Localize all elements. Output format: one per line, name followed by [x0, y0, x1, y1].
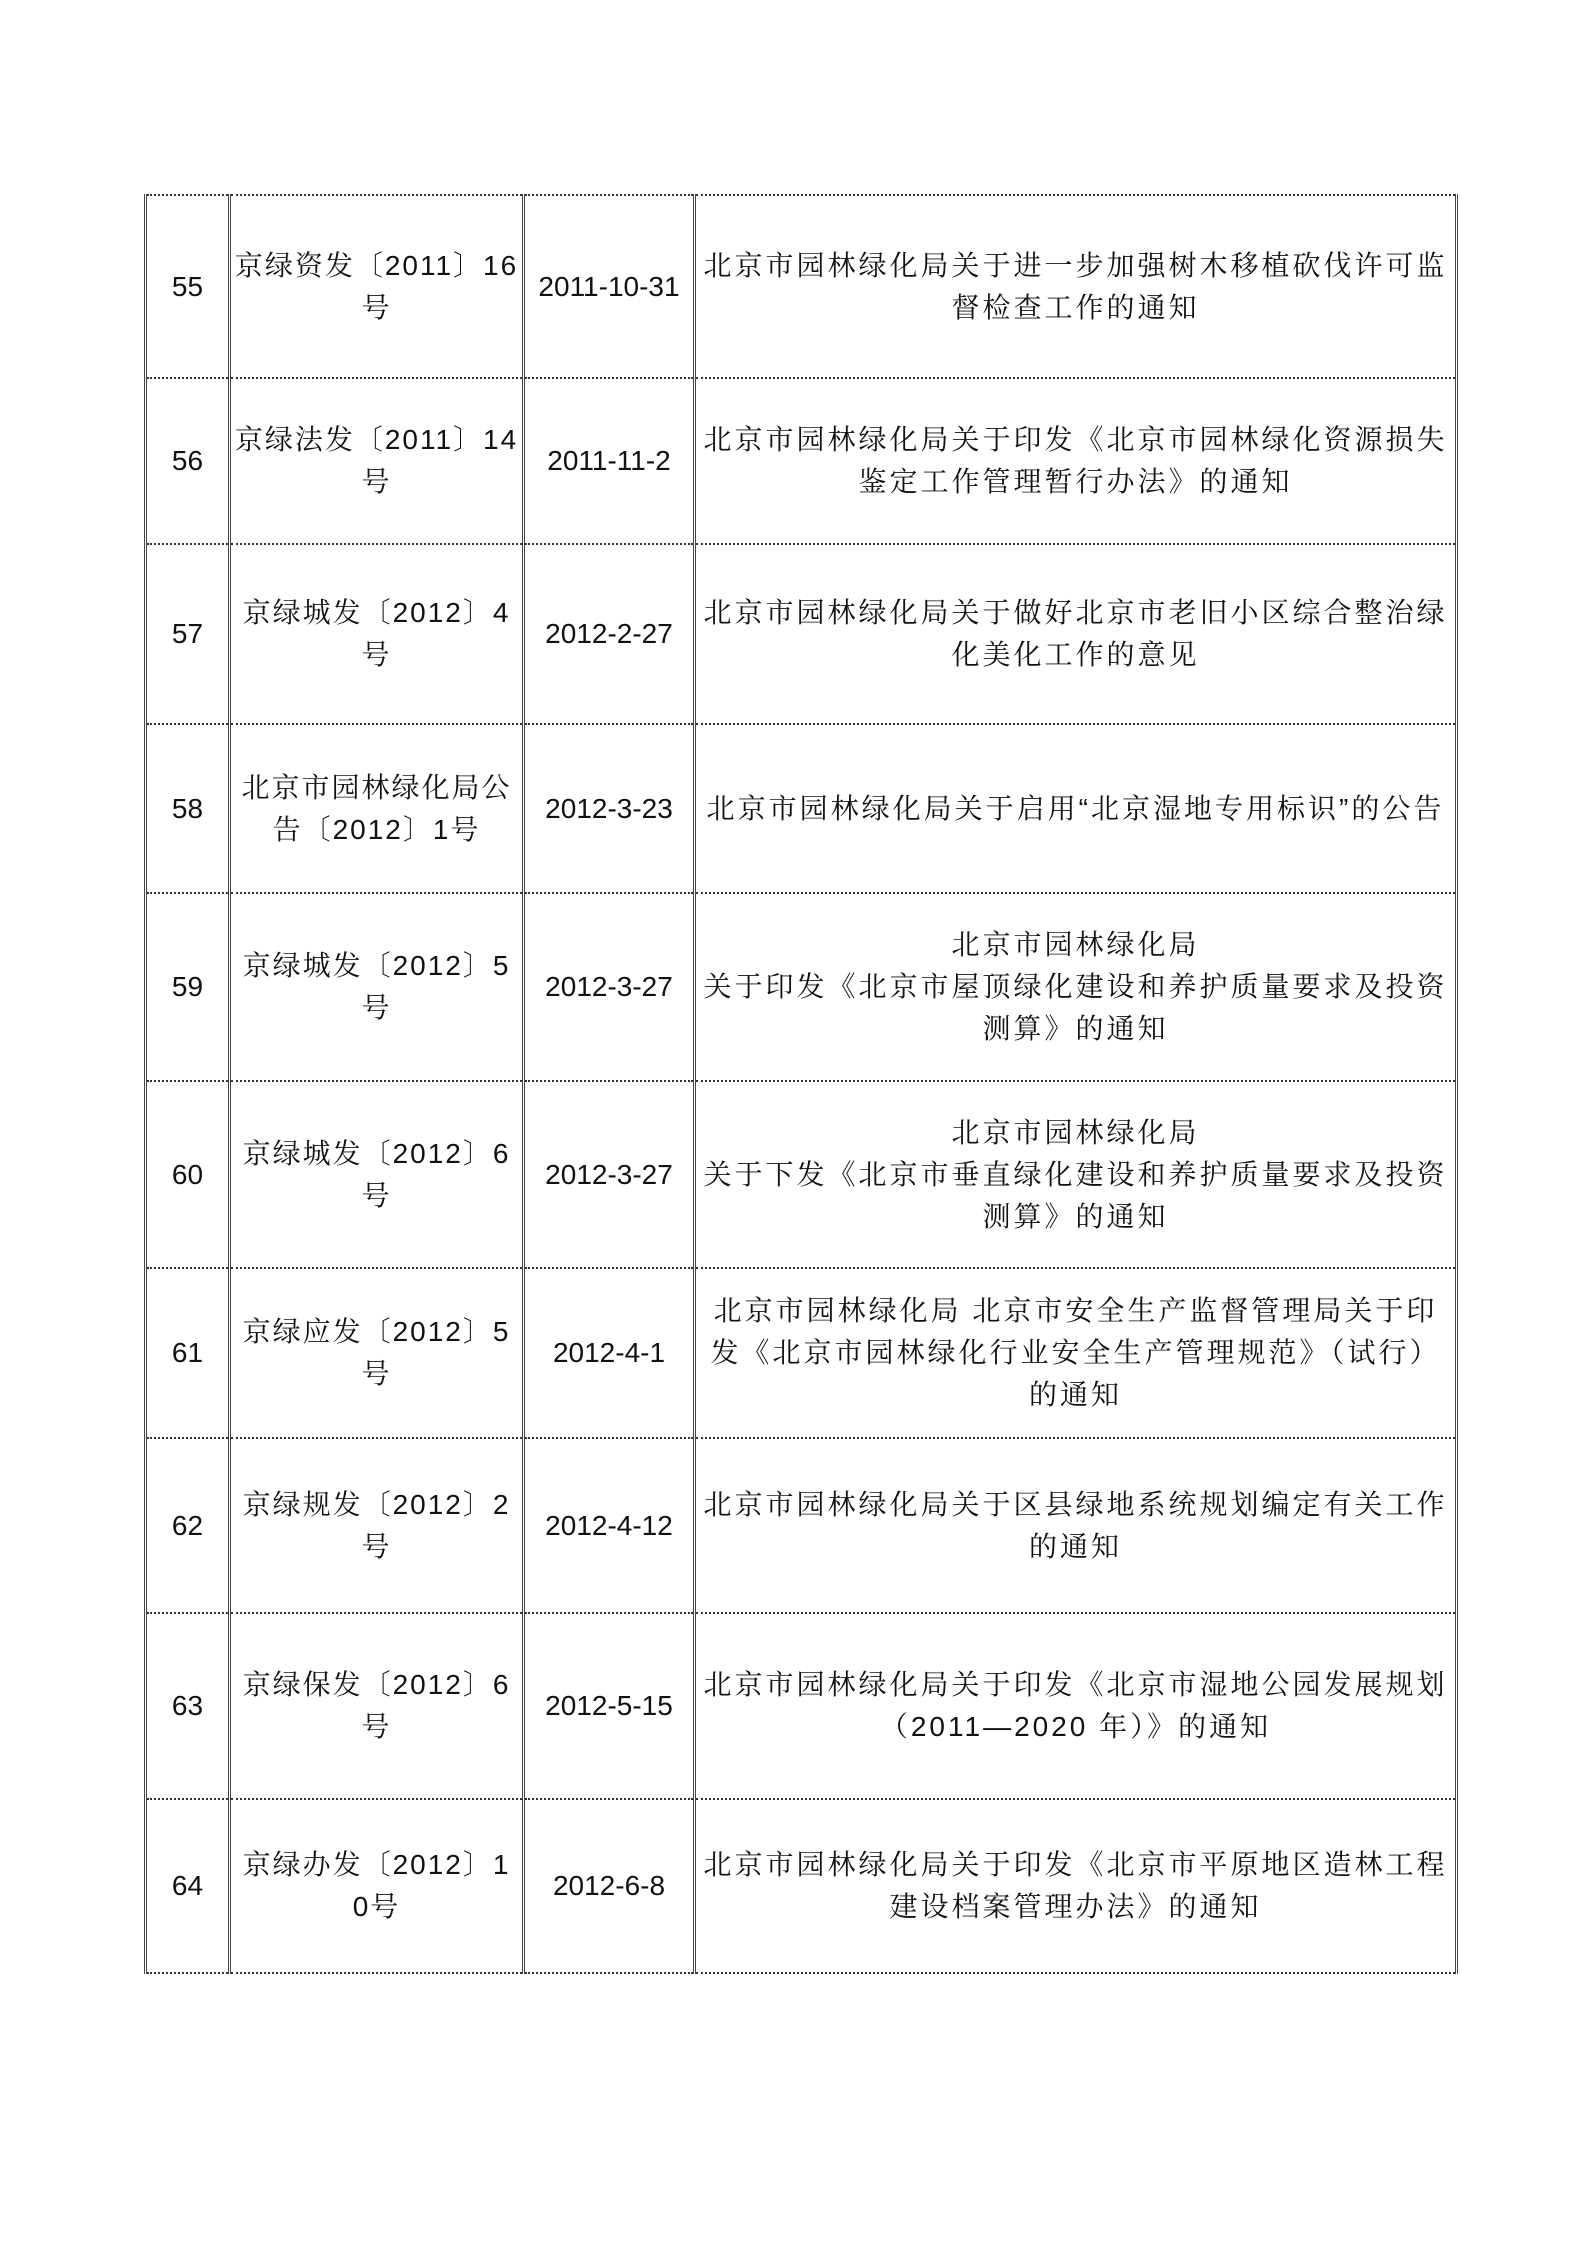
date-cell: 2012-3-23: [524, 724, 695, 893]
document-number-cell: 京绿城发〔2012〕4号: [230, 544, 524, 724]
row-number-cell: 64: [146, 1799, 230, 1973]
title-cell: 北京市园林绿化局关于印发《北京市园林绿化资源损失鉴定工作管理暂行办法》的通知: [695, 378, 1457, 544]
table-row: [146, 1438, 1457, 1613]
document-table: [144, 194, 1458, 1974]
row-number-cell: 60: [146, 1081, 230, 1268]
title-cell: 北京市园林绿化局关于印发《北京市平原地区造林工程建设档案管理办法》的通知: [695, 1799, 1457, 1973]
date-cell: 2011-11-2: [524, 378, 695, 544]
row-number-cell: 56: [146, 378, 230, 544]
date-cell: 2012-6-8: [524, 1799, 695, 1973]
row-number-cell: 61: [146, 1268, 230, 1438]
table-row: [146, 724, 1457, 893]
row-number-cell: 55: [146, 195, 230, 378]
table-row: [146, 1268, 1457, 1438]
title-cell: 北京市园林绿化局关于做好北京市老旧小区综合整治绿化美化工作的意见: [695, 544, 1457, 724]
row-number-cell: 63: [146, 1613, 230, 1799]
document-number-cell: 北京市园林绿化局公告〔2012〕1号: [230, 724, 524, 893]
table-row: [146, 544, 1457, 724]
document-number-cell: 京绿资发〔2011〕16号: [230, 195, 524, 378]
row-number-cell: 59: [146, 893, 230, 1081]
document-number-cell: 京绿城发〔2012〕6号: [230, 1081, 524, 1268]
title-cell: 北京市园林绿化局 关于印发《北京市屋顶绿化建设和养护质量要求及投资测算》的通知: [695, 893, 1457, 1081]
date-cell: 2012-4-1: [524, 1268, 695, 1438]
title-cell: 北京市园林绿化局关于印发《北京市湿地公园发展规划（2011—2020 年）》的通知: [695, 1613, 1457, 1799]
table-row: [146, 1799, 1457, 1973]
title-cell: 北京市园林绿化局关于区县绿地系统规划编定有关工作的通知: [695, 1438, 1457, 1613]
date-cell: 2011-10-31: [524, 195, 695, 378]
document-number-cell: 京绿应发〔2012〕5号: [230, 1268, 524, 1438]
document-number-cell: 京绿办发〔2012〕10号: [230, 1799, 524, 1973]
title-cell: 北京市园林绿化局 北京市安全生产监督管理局关于印发《北京市园林绿化行业安全生产管理规范》（试行）的通知: [695, 1268, 1457, 1438]
date-cell: 2012-5-15: [524, 1613, 695, 1799]
table-row: [146, 1613, 1457, 1799]
document-number-cell: 京绿规发〔2012〕2号: [230, 1438, 524, 1613]
table-row: [146, 1081, 1457, 1268]
date-cell: 2012-3-27: [524, 1081, 695, 1268]
date-cell: 2012-2-27: [524, 544, 695, 724]
title-cell: 北京市园林绿化局 关于下发《北京市垂直绿化建设和养护质量要求及投资测算》的通知: [695, 1081, 1457, 1268]
row-number-cell: 58: [146, 724, 230, 893]
document-number-cell: 京绿城发〔2012〕5号: [230, 893, 524, 1081]
table-row: [146, 378, 1457, 544]
row-number-cell: 62: [146, 1438, 230, 1613]
table-row: [146, 893, 1457, 1081]
date-cell: 2012-3-27: [524, 893, 695, 1081]
title-cell: 北京市园林绿化局关于启用“北京湿地专用标识”的公告: [695, 724, 1457, 893]
date-cell: 2012-4-12: [524, 1438, 695, 1613]
document-number-cell: 京绿法发〔2011〕14号: [230, 378, 524, 544]
row-number-cell: 57: [146, 544, 230, 724]
document-number-cell: 京绿保发〔2012〕6号: [230, 1613, 524, 1799]
title-cell: 北京市园林绿化局关于进一步加强树木移植砍伐许可监督检查工作的通知: [695, 195, 1457, 378]
table-row: [146, 195, 1457, 378]
